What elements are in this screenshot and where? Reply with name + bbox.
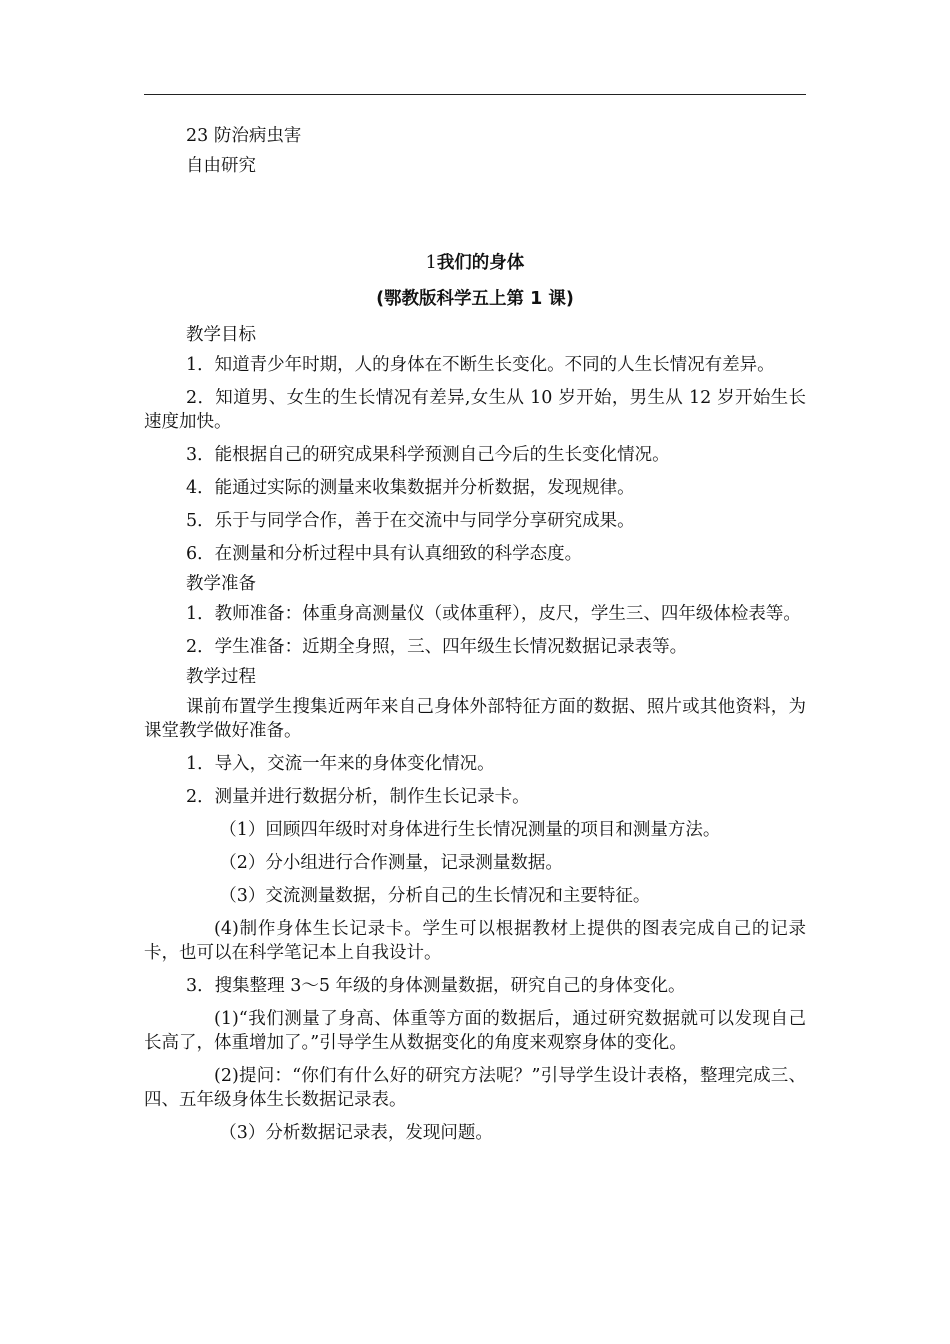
process-step-2-sub: （2）分小组进行合作测量，记录测量数据。: [219, 853, 563, 873]
preparation-heading: 教学准备: [186, 574, 256, 594]
process-step-3-sub: （3）分析数据记录表，发现问题。: [219, 1123, 493, 1143]
process-step-2: 2．测量并进行数据分析，制作生长记录卡。: [186, 787, 530, 807]
lesson-title-text: 我们的身体: [436, 253, 525, 273]
process-step-2-sub: （1）回顾四年级时对身体进行生长情况测量的项目和测量方法。: [219, 820, 721, 840]
document-body: [144, 124, 806, 1154]
process-step-3: 3．搜集整理 3～5 年级的身体测量数据，研究自己的身体变化。: [186, 976, 686, 996]
process-step-2-sub: (4)制作身体生长记录卡。学生可以根据教材上提供的图表完成自己的记录卡，也可以在科学笔记本上自我设计。: [144, 919, 806, 963]
objective-item: 4．能通过实际的测量来收集数据并分析数据，发现规律。: [186, 478, 635, 498]
preparation-item: 1．教师准备：体重身高测量仪（或体重秤），皮尺，学生三、四年级体检表等。: [186, 604, 801, 624]
objective-item: 6．在测量和分析过程中具有认真细致的科学态度。: [186, 544, 583, 564]
objective-item: 1．知道青少年时期，人的身体在不断生长变化。不同的人生长情况有差异。: [186, 355, 775, 375]
lesson-subtitle: (鄂教版科学五上第 1 课): [376, 289, 574, 309]
lesson-number: 1: [425, 253, 437, 273]
objective-item: 3．能根据自己的研究成果科学预测自己今后的生长变化情况。: [186, 445, 670, 465]
process-step-1: 1．导入，交流一年来的身体变化情况。: [186, 754, 495, 774]
objective-item: 2．知道男、女生的生长情况有差异,女生从 10 岁开始，男生从 12 岁开始生长速度加快。: [144, 388, 806, 432]
objectives-heading: 教学目标: [186, 325, 256, 345]
process-intro: 课前布置学生搜集近两年来自己身体外部特征方面的数据、照片或其他资料，为课堂教学做好准备。: [144, 697, 806, 741]
process-heading: 教学过程: [186, 667, 256, 687]
section-gap: [144, 187, 806, 251]
process-step-3-sub: (2)提问：“你们有什么好的研究方法呢？”引导学生设计表格，整理完成三、四、五年级身体生长数据记录表。: [144, 1066, 806, 1110]
process-step-2-sub: （3）交流测量数据，分析自己的生长情况和主要特征。: [219, 886, 651, 906]
header-line-2: 自由研究: [186, 156, 256, 176]
objective-item: 5．乐于与同学合作，善于在交流中与同学分享研究成果。: [186, 511, 635, 531]
process-step-3-sub: (1)“我们测量了身高、体重等方面的数据后，通过研究数据就可以发现自己长高了，体重增加了。”引导学生从数据变化的角度来观察身体的变化。: [144, 1009, 806, 1053]
header-rule: [144, 94, 806, 95]
preparation-item: 2．学生准备：近期全身照，三、四年级生长情况数据记录表等。: [186, 637, 688, 657]
lesson-title: [144, 251, 806, 275]
header-line-1: 23 防治病虫害: [186, 126, 302, 146]
